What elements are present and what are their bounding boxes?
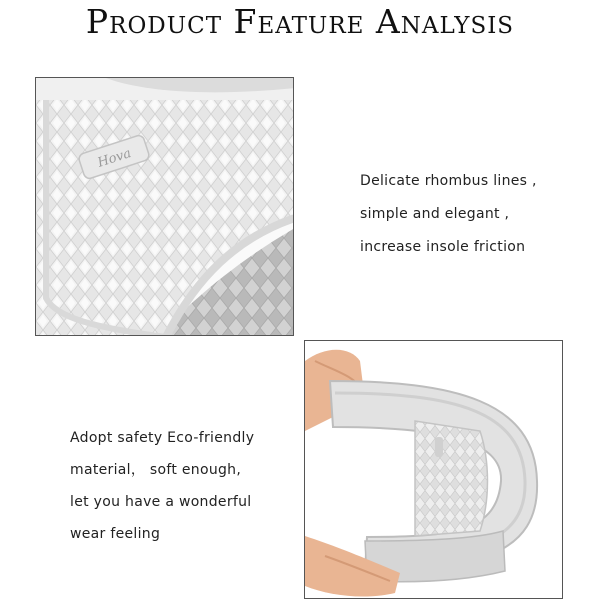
feature-line: Delicate rhombus lines , [360, 173, 537, 189]
feature-description-friction [360, 165, 537, 264]
slipper-closeup-image [35, 77, 294, 336]
feature-line: simple and elegant , [360, 206, 510, 222]
feature-line: material， soft enough, [70, 462, 242, 478]
feature-description-material [70, 422, 254, 550]
hand-bending-slipper-image [304, 340, 563, 599]
feature-line: Adopt safety Eco-friendly [70, 430, 255, 446]
feature-line: increase insole friction [360, 239, 526, 255]
svg-text:Hova: Hova [95, 145, 134, 171]
feature-line: wear feeling [70, 526, 161, 542]
page-title: Product Feature Analysis [85, 2, 515, 41]
feature-line: let you have a wonderful [70, 494, 252, 510]
